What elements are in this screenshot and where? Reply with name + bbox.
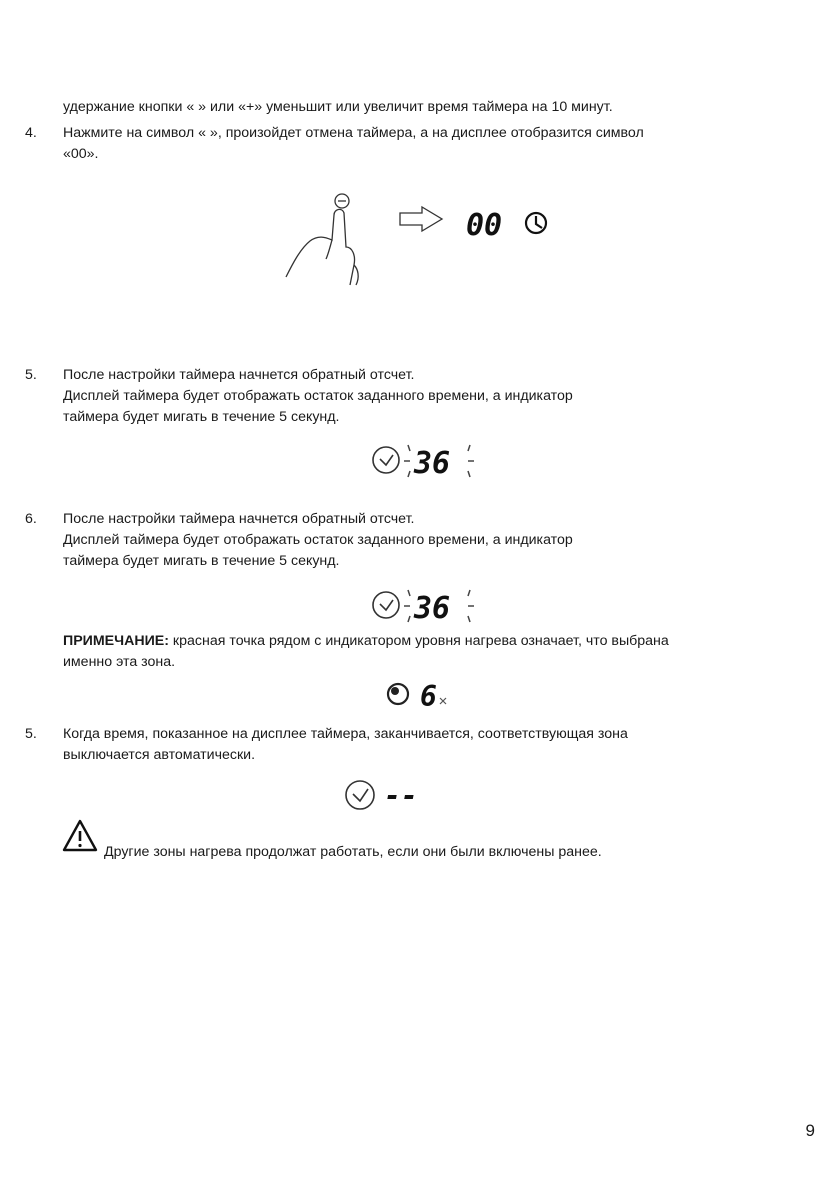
note-text: красная точка рядом с индикатором уровня нагрева означает, что выбрана xyxy=(168,633,669,649)
warning-triangle-icon xyxy=(62,818,98,854)
step-number: 5. xyxy=(25,367,37,383)
note-line-1 xyxy=(63,631,783,652)
step-text-line: таймера будет мигать в течение 5 секунд. xyxy=(63,409,340,425)
clock-outline-icon xyxy=(373,447,399,473)
clock-icon xyxy=(526,213,546,233)
blink-marks-left xyxy=(404,445,410,477)
finger-press-icon xyxy=(286,194,358,285)
page-number: 9 xyxy=(805,1121,815,1140)
step-text-line: После настройки таймера начнется обратный отсчет. xyxy=(63,367,415,383)
note-label: ПРИМЕЧАНИЕ: xyxy=(63,633,169,649)
timer-display-36: 36 xyxy=(414,591,451,626)
step-text-line: После настройки таймера начнется обратный отсчет. xyxy=(63,511,415,527)
step-text-line: Дисплей таймера будет отображать остаток заданного времени, а индикатор xyxy=(63,532,573,548)
step-number: 5. xyxy=(25,726,37,742)
step-text-line: «00». xyxy=(63,146,99,162)
step-text-line: Когда время, показанное на дисплее таймера, заканчивается, соответствующая зона xyxy=(63,726,628,742)
blink-marks-right xyxy=(468,590,474,622)
blink-marks-left xyxy=(404,590,410,622)
step-text-line: Дисплей таймера будет отображать остаток заданного времени, а индикатор xyxy=(63,388,573,404)
timer-display-dashes: -- xyxy=(384,779,418,812)
warning-text: Другие зоны нагрева продолжат работать, если они были включены ранее. xyxy=(104,844,602,860)
step-number: 4. xyxy=(25,125,37,141)
step-text-line: выключается автоматически. xyxy=(63,747,256,763)
selected-dot-marker xyxy=(440,698,446,704)
blink-marks-right xyxy=(468,445,474,477)
clock-outline-icon xyxy=(346,781,374,809)
step-number: 6. xyxy=(25,511,37,527)
step-text-line: таймера будет мигать в течение 5 секунд. xyxy=(63,553,340,569)
step5a-timer-display xyxy=(366,437,486,485)
timer-off-display xyxy=(340,775,430,815)
heat-level-value: 6 xyxy=(420,680,437,712)
timer-display-36: 36 xyxy=(414,446,451,481)
zone-dot-icon xyxy=(388,684,408,704)
step6-timer-display xyxy=(366,582,486,630)
intro-line: удержание кнопки « » или «+» уменьшит или увеличит время таймера на 10 минут. xyxy=(63,99,613,115)
note-line-2: именно эта зона. xyxy=(63,654,176,670)
clock-outline-icon xyxy=(373,592,399,618)
arrow-right-icon xyxy=(400,207,442,231)
heat-level-display xyxy=(384,676,464,712)
step-text-line: Нажмите на символ « », произойдет отмена таймера, а на дисплее отобразится символ xyxy=(63,125,644,141)
step4-illustration xyxy=(270,185,570,295)
timer-display-00: 00 xyxy=(466,208,503,243)
